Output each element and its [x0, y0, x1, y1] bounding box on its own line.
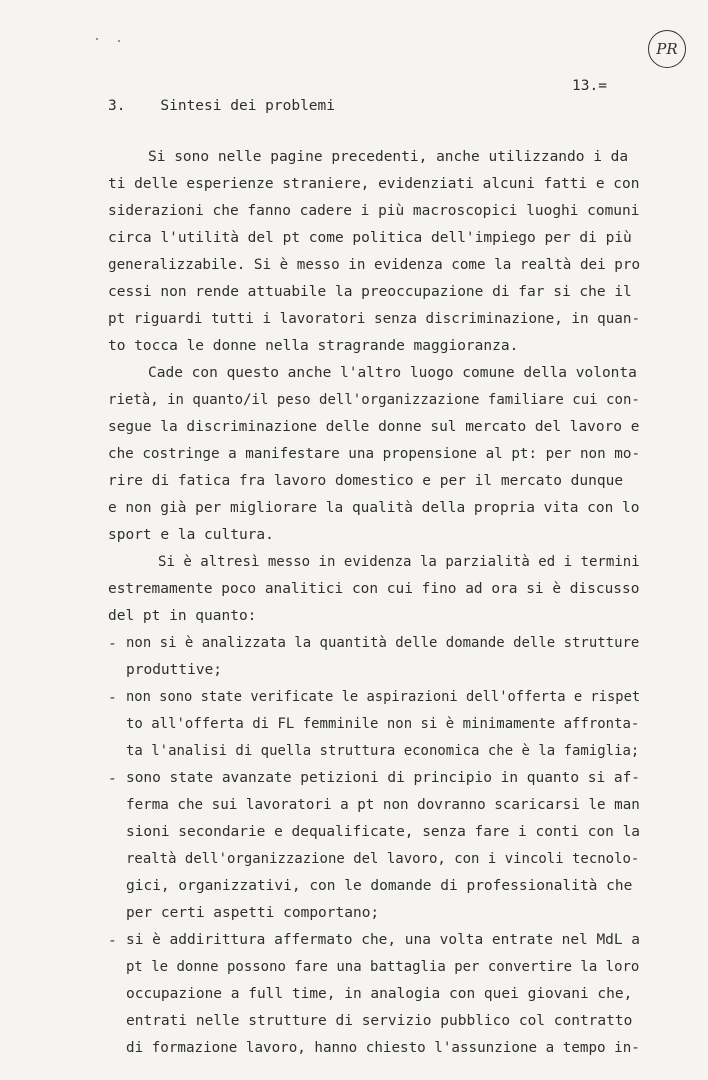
- bullet-line: pt le donne possono fare una battaglia per convertire la loro: [126, 959, 640, 975]
- section-title: Sintesi dei problemi: [160, 98, 335, 114]
- bullet-line: ta l'analisi di quella struttura economica che è la famiglia;: [126, 743, 640, 759]
- bullet-line: non sono state verificate le aspirazioni dell'offerta e rispet: [126, 689, 641, 705]
- paragraph-line: cessi non rende attuabile la preoccupazione di far si che il: [108, 284, 632, 300]
- scan-speck: [96, 38, 98, 40]
- bullet-line: ferma che sui lavoratori a pt non dovranno scaricarsi le man: [126, 797, 640, 813]
- paragraph-line: del pt in quanto:: [108, 608, 257, 624]
- paragraph-line: rietà, in quanto/il peso dell'organizzazione familiare cui con-: [108, 392, 640, 408]
- bullet-dash: -: [108, 771, 117, 787]
- bullet-line: si è addirittura affermato che, una volta entrate nel MdL a: [126, 932, 641, 948]
- bullet-line: gici, organizzativi, con le domande di professionalità che: [126, 878, 633, 894]
- bullet-dash: -: [108, 636, 117, 652]
- bullet-line: sono state avanzate petizioni di principio in quanto si af-: [126, 770, 641, 786]
- section-number: 3.: [108, 98, 126, 114]
- paragraph-line: to tocca le donne nella stragrande maggioranza.: [108, 338, 519, 354]
- bullet-dash: -: [108, 690, 117, 706]
- bullet-line: produttive;: [126, 662, 223, 678]
- paragraph-line: sport e la cultura.: [108, 527, 274, 543]
- paragraph-line: e non già per migliorare la qualità della propria vita con lo: [108, 500, 640, 516]
- bullet-line: occupazione a full time, in analogia con quei giovani che,: [126, 986, 633, 1002]
- bullet-line: realtà dell'organizzazione del lavoro, con i vincoli tecnolo-: [126, 851, 640, 867]
- paragraph-line: siderazioni che fanno cadere i più macroscopici luoghi comuni: [108, 203, 640, 219]
- paragraph-line: Cade con questo anche l'altro luogo comune della volonta: [148, 365, 637, 381]
- paragraph-line: estremamente poco analitici con cui fino ad ora si è discusso: [108, 581, 640, 597]
- bullet-line: sioni secondarie e dequalificate, senza fare i conti con la: [126, 824, 641, 840]
- bullet-line: non si è analizzata la quantità delle domande delle strutture: [126, 635, 640, 651]
- scan-speck: [118, 40, 120, 42]
- initials-stamp: PR: [648, 30, 686, 68]
- paragraph-line: rire di fatica fra lavoro domestico e per il mercato dunque: [108, 473, 624, 489]
- bullet-line: to all'offerta di FL femminile non si è minimamente affronta-: [126, 716, 640, 732]
- paragraph-line: ti delle esperienze straniere, evidenziati alcuni fatti e con: [108, 176, 640, 192]
- paragraph-line: generalizzabile. Si è messo in evidenza come la realtà dei pro: [108, 257, 641, 273]
- bullet-line: di formazione lavoro, hanno chiesto l'assunzione a tempo in-: [126, 1040, 640, 1056]
- page-number: 13.=: [572, 78, 607, 94]
- paragraph-line: circa l'utilità del pt come politica dell'impiego per di più: [108, 230, 632, 246]
- paragraph-line: pt riguardi tutti i lavoratori senza discriminazione, in quan-: [108, 311, 641, 327]
- bullet-line: per certi aspetti comportano;: [126, 905, 380, 921]
- section-heading: [108, 98, 335, 114]
- paragraph-line: Si è altresì messo in evidenza la parzialità ed i termini: [158, 554, 640, 570]
- paragraph-line: che costringe a manifestare una propensione al pt: per non mo-: [108, 446, 641, 462]
- paragraph-line: Si sono nelle pagine precedenti, anche utilizzando i da: [148, 149, 629, 165]
- bullet-dash: -: [108, 933, 117, 949]
- paragraph-line: segue la discriminazione delle donne sul mercato del lavoro e: [108, 419, 640, 435]
- bullet-line: entrati nelle strutture di servizio pubblico col contratto: [126, 1013, 633, 1029]
